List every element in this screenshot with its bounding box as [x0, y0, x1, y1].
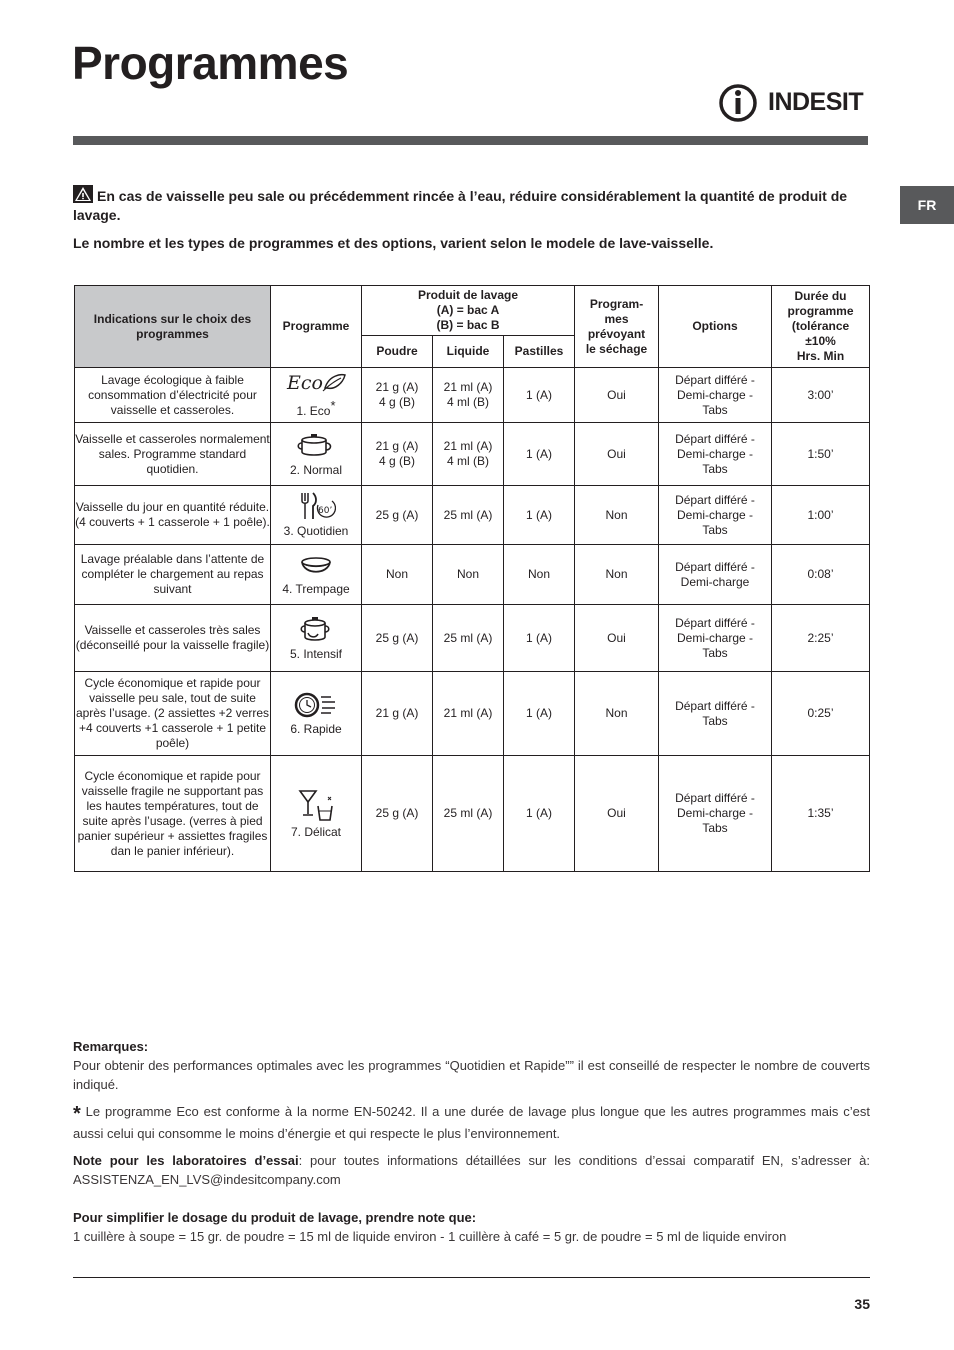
header-duree-line1: Durée du programme (tolérance ±10%	[787, 289, 854, 348]
programme-cell	[271, 486, 362, 545]
header-produit	[362, 286, 575, 336]
row-description: Cycle économique et rapide pour vaisselle peu sale, tout de suite après l’usage. (2 assiettes +2 verres +4 couverts +1 casserole + 1 petite poêle)	[75, 672, 271, 756]
pastilles-cell: 1 (A)	[504, 423, 575, 486]
header-liquide: Liquide	[433, 336, 504, 368]
brand-name: INDESIT	[768, 88, 864, 116]
programme-cell	[271, 756, 362, 872]
options-cell: Départ différé - Demi-charge - Tabs	[659, 423, 772, 486]
warning-text: En cas de vaisselle peu sale ou précédemment rincée à l’eau, réduire considérablement la quantité de produit de lavage.	[73, 188, 848, 223]
duree-cell: 3:00’	[772, 368, 870, 423]
programme-label: 3. Quotidien	[283, 524, 349, 538]
pastilles-cell: Non	[504, 545, 575, 605]
language-tab: FR	[900, 186, 954, 224]
table-row	[75, 672, 870, 756]
liquide-cell: 21 ml (A) 4 ml (B)	[433, 423, 504, 486]
warning-notice	[73, 185, 868, 225]
liquide-cell: 25 ml (A)	[433, 756, 504, 872]
header-pastilles: Pastilles	[504, 336, 575, 368]
pastilles-cell: 1 (A)	[504, 756, 575, 872]
svg-text:60’: 60’	[318, 506, 333, 516]
pastilles-cell: 1 (A)	[504, 486, 575, 545]
sechage-cell: Oui	[575, 368, 659, 423]
programmes-table	[74, 285, 870, 872]
row-description: Lavage écologique à faible consommation d’électricité pour vaisselle et casseroles.	[75, 368, 271, 423]
sechage-cell: Oui	[575, 756, 659, 872]
dosage-section	[73, 1208, 870, 1246]
pot-icon	[296, 430, 336, 460]
programme-cell	[271, 423, 362, 486]
row-description: Lavage préalable dans l’attente de compléter le chargement au repas suivant	[75, 545, 271, 605]
programme-label: 1. Eco	[296, 404, 331, 418]
dosage-text: 1 cuillère à soupe = 15 gr. de poudre = 15 ml de liquide environ - 1 cuillère à café = 5 gr. de poudre = 5 ml de liquide environ	[73, 1229, 787, 1244]
liquide-cell: Non	[433, 545, 504, 605]
header-indications: Indications sur le choix des programmes	[75, 286, 271, 368]
poudre-cell: 25 g (A)	[362, 756, 433, 872]
lab-note-label: Note pour les laboratoires d’essai	[73, 1153, 299, 1168]
glass-icon	[296, 788, 336, 822]
remarks-p1: Pour obtenir des performances optimales avec les programmes “Quotidien et Rapide”” il est conseillé de respecter le nombre de couverts indiqué.	[73, 1058, 870, 1092]
table-row	[75, 605, 870, 672]
header-produit-line2: (A) = bac A	[436, 303, 500, 317]
programme-label: 5. Intensif	[289, 647, 343, 661]
table-row	[75, 423, 870, 486]
row-description: Cycle économique et rapide pour vaisselle fragile ne supportant pas les hautes températures, tout de suite après l’usage. (verres à pied panier supérieur + assiettes fragiles dan le panier inférieur).	[75, 756, 271, 872]
row-description: Vaisselle et casseroles normalement sales. Programme standard quotidien.	[75, 423, 271, 486]
header-poudre: Poudre	[362, 336, 433, 368]
header-divider	[73, 136, 868, 145]
duree-cell: 0:25’	[772, 672, 870, 756]
options-cell: Départ différé - Demi-charge - Tabs	[659, 486, 772, 545]
eco-footnote-star: *	[73, 1103, 81, 1125]
duree-cell: 0:08’	[772, 545, 870, 605]
page-number: 35	[854, 1296, 870, 1312]
table-row	[75, 545, 870, 605]
remarks-section	[73, 1037, 870, 1197]
liquide-cell: 25 ml (A)	[433, 486, 504, 545]
poudre-cell: 25 g (A)	[362, 605, 433, 672]
header-duree	[772, 286, 870, 368]
poudre-cell: 21 g (A) 4 g (B)	[362, 423, 433, 486]
row-description: Vaisselle du jour en quantité réduite. (4 couverts + 1 casserole + 1 poêle).	[75, 486, 271, 545]
rapid-clock-icon	[293, 691, 339, 719]
duree-cell: 1:35’	[772, 756, 870, 872]
header-sechage: Program-mes prévoyant le séchage	[575, 286, 659, 368]
header-produit-line3: (B) = bac B	[436, 318, 500, 332]
table-row	[75, 368, 870, 423]
options-cell: Départ différé - Tabs	[659, 672, 772, 756]
page-title: Programmes	[72, 37, 349, 89]
header-programme: Programme	[271, 286, 362, 368]
poudre-cell: 21 g (A) 4 g (B)	[362, 368, 433, 423]
lab-note-text: : pour toutes informations détaillées sur les conditions d’essai comparatif EN, s’adresser à: ASSISTENZA_EN_LVS@indesitcompany.com	[73, 1153, 870, 1187]
poudre-cell: Non	[362, 545, 433, 605]
options-cell: Départ différé - Demi-charge	[659, 545, 772, 605]
duree-cell: 2:25’	[772, 605, 870, 672]
remarks-p3	[73, 1151, 870, 1189]
liquide-cell: 25 ml (A)	[433, 605, 504, 672]
options-cell: Départ différé - Demi-charge - Tabs	[659, 756, 772, 872]
cutlery-60-icon	[296, 491, 336, 521]
remarks-heading: Remarques:	[73, 1039, 149, 1054]
table-row	[75, 486, 870, 545]
soak-bowl-icon	[296, 553, 336, 579]
header-duree-line2: Hrs. Min	[796, 349, 845, 363]
pastilles-cell: 1 (A)	[504, 672, 575, 756]
duree-cell: 1:00’	[772, 486, 870, 545]
programme-label: 7. Délicat	[290, 824, 342, 839]
remarks-p2-text: Le programme Eco est conforme à la norme EN-50242. Il a une durée de lavage plus longue que les autres programmes mais c’est aussi celui qui consomme le moins d’énergie et qui respecte le plus l’environnement.	[73, 1104, 870, 1141]
programme-label: 2. Normal	[289, 463, 342, 477]
sechage-cell: Non	[575, 672, 659, 756]
programme-cell	[271, 672, 362, 756]
poudre-cell: 21 g (A)	[362, 672, 433, 756]
programme-cell	[271, 545, 362, 605]
sechage-cell: Oui	[575, 423, 659, 486]
header-options: Options	[659, 286, 772, 368]
liquide-cell: 21 ml (A)	[433, 672, 504, 756]
sechage-cell: Oui	[575, 605, 659, 672]
footer-divider	[73, 1277, 870, 1278]
programme-label: 6. Rapide	[290, 721, 342, 736]
duree-cell: 1:50’	[772, 423, 870, 486]
liquide-cell: 21 ml (A) 4 ml (B)	[433, 368, 504, 423]
eco-star: *	[330, 398, 336, 413]
pastilles-cell: 1 (A)	[504, 368, 575, 423]
eco-icon	[285, 371, 347, 395]
sechage-cell: Non	[575, 545, 659, 605]
programme-note: Le nombre et les types de programmes et des options, varient selon le modele de lave-vaisselle.	[73, 235, 714, 251]
dosage-heading: Pour simplifier le dosage du produit de lavage, prendre note que:	[73, 1210, 477, 1225]
sechage-cell: Non	[575, 486, 659, 545]
table-row	[75, 756, 870, 872]
options-cell: Départ différé - Demi-charge - Tabs	[659, 368, 772, 423]
options-cell: Départ différé - Demi-charge - Tabs	[659, 605, 772, 672]
warning-icon	[73, 185, 93, 203]
poudre-cell: 25 g (A)	[362, 486, 433, 545]
pastilles-cell: 1 (A)	[504, 605, 575, 672]
header-produit-line1: Produit de lavage	[417, 288, 519, 302]
programme-cell	[271, 605, 362, 672]
programme-label: 4. Trempage	[282, 581, 350, 596]
programme-cell	[271, 368, 362, 423]
row-description: Vaisselle et casseroles très sales (déconseillé pour la vaisselle fragile)	[75, 605, 271, 672]
svg-text:Eco: Eco	[287, 372, 323, 394]
remarks-p2	[73, 1102, 870, 1143]
intensive-pot-icon	[296, 614, 336, 644]
